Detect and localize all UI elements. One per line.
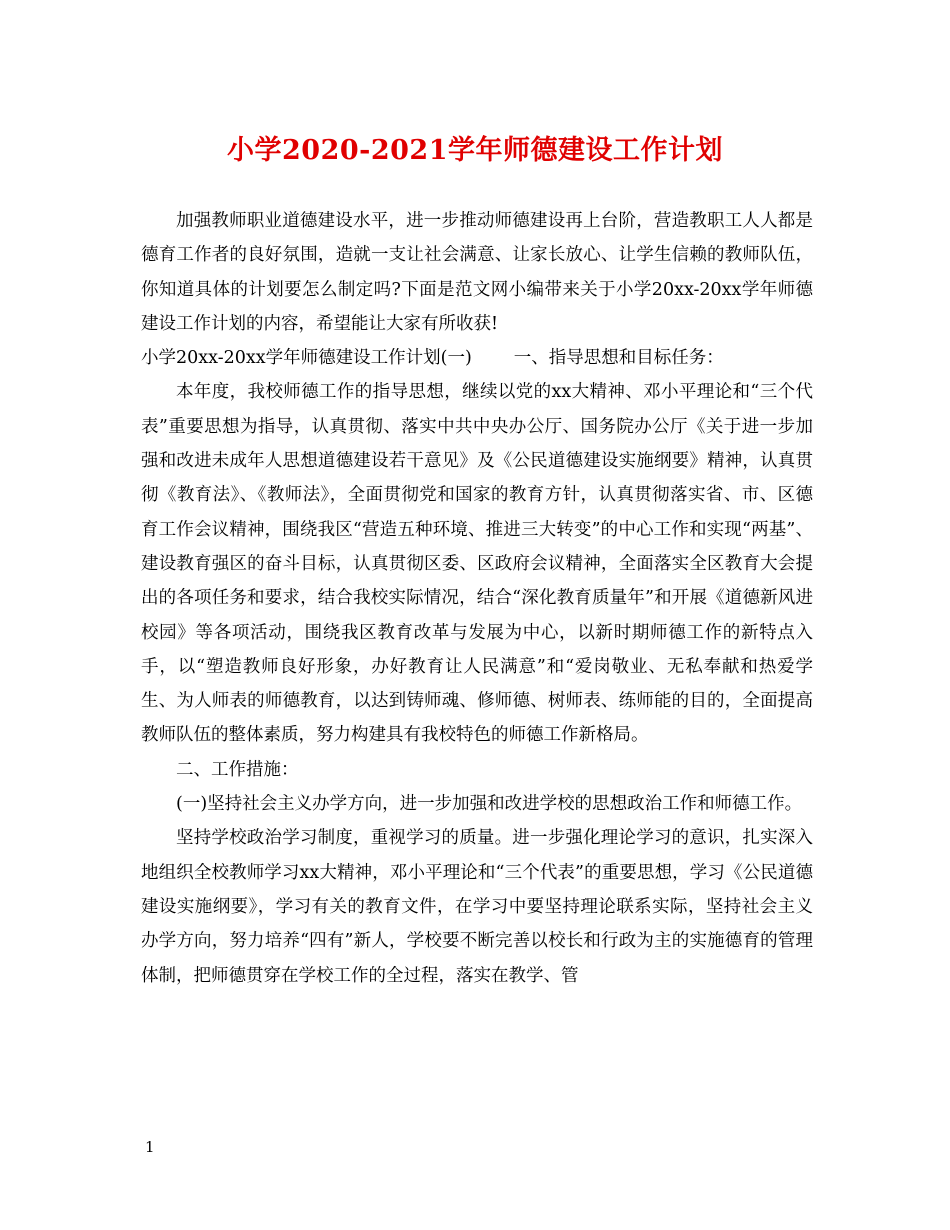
measure-one-heading: (一)坚持社会主义办学方向，进一步加强和改进学校的思想政治工作和师德工作。: [176, 794, 803, 815]
plan-heading-line: [141, 341, 813, 375]
page-number: 1: [145, 1138, 155, 1156]
guiding-ideology-paragraph: 本年度，我校师德工作的指导思想，继续以党的xx大精神、邓小平理论和“三个代表”重要思想为指导，认真贯彻、落实中共中央办公厅、国务院办公厅《关于进一步加强和改进未成年人思想道德建设若干意见》及《公民道德建设实施纲要》精神，认真贯彻《教育法》、《教师法》，全面贯彻党和国家的教育方针，认真贯彻落实省、市、区德育工作会议精神，围绕我区“营造五种环境、推进三大转变”的中心工作和实现“两基”、建设教育强区的奋斗目标，认真贯彻区委、区政府会议精神，全面落实全区教育大会提出的各项任务和要求，结合我校实际情况，结合“深化教育质量年”和开展《道德新风进校园》等各项活动，围绕我区教育改革与发展为中心，以新时期师德工作的新特点入手，以“塑造教师良好形象，办好教育让人民满意”和“爱岗敬业、无私奉献和热爱学生、为人师表的师德教育，以达到铸师魂、修师德、树师表、练师能的目的，全面提高教师队伍的整体素质，努力构建具有我校特色的师德工作新格局。: [141, 382, 813, 746]
intro-paragraph: 加强教师职业道德建设水平，进一步推动师德建设再上台阶，营造教职工人人都是德育工作者的良好氛围，造就一支让社会满意、让家长放心、让学生信赖的教师队伍，你知道具体的计划要怎么制定吗?下面是范文网小编带来关于小学20xx-20xx学年师德建设工作计划的内容，希望能让大家有所收获!: [141, 211, 813, 334]
section-two-heading: 二、工作措施：: [176, 759, 299, 780]
plan-heading: 小学20xx-20xx学年师德建设工作计划(一): [141, 348, 472, 369]
political-study-paragraph: 坚持学校政治学习制度，重视学习的质量。进一步强化理论学习的意识，扎实深入地组织全校教师学习xx大精神，邓小平理论和“三个代表”的重要思想，学习《公民道德建设实施纲要》，学习有关的教育文件，在学习中要坚持理论联系实际，坚持社会主义办学方向，努力培养“四有”新人，学校要不断完善以校长和行政为主的实施德育的管理体制，把师德贯穿在学校工作的全过程，落实在教学、管: [141, 828, 813, 986]
section-one-heading: 一、指导思想和目标任务：: [513, 348, 724, 369]
document-title: 小学2020-2021学年师德建设工作计划: [227, 135, 723, 166]
document-body: [141, 204, 813, 993]
